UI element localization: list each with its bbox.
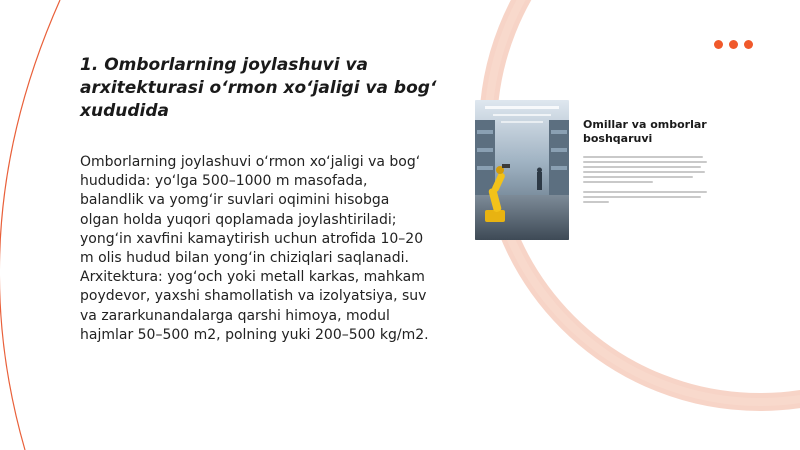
warehouse-robot-photo xyxy=(475,100,569,240)
dot xyxy=(729,40,738,49)
slide-title: 1. Omborlarning joylashuvi va arxitekturasi o‘rmon xo‘jaligi va bog‘ xududida xyxy=(80,55,437,121)
dot xyxy=(744,40,753,49)
left-arc-line xyxy=(0,0,60,450)
slide-body: Omborlarning joylashuvi o‘rmon xo‘jaligi va bog‘ hududida: yo‘lga 500–1000 m masofada, balandlik va yomg‘ir suvlari oqimini hisobga olgan holda yuqori qoplamada joylashtiriladi; yong‘in xavfini kamaytirish uchun atrofida 10–20 m olis hudud bilan yong‘in chiziqlari saqlanadi. Arxitektura: yog‘och yoki metall karkas, mahkam poydevor, yaxshi shamollatish va izolyatsiya, suv va zararkunandalarga qarshi himoya, modul hajmlar 50–500 m2, polning yuki 200–500 kg/m2. xyxy=(80,154,429,343)
dot xyxy=(714,40,723,49)
thumbnail-text-placeholder xyxy=(583,156,708,206)
thumbnail-heading: Omillar va omborlar boshqaruvi xyxy=(583,118,707,145)
three-dots-icon xyxy=(714,40,753,49)
